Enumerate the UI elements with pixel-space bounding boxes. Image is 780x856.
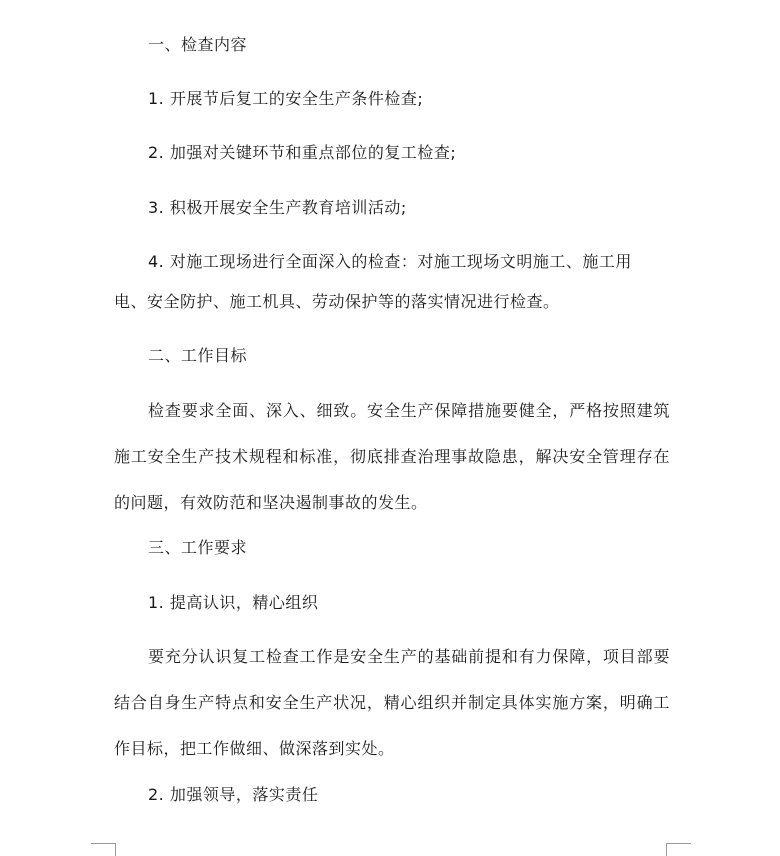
list-item-4-line-2: 电、安全防护、施工机具、劳动保护等的落实情况进行检查。 [114, 292, 560, 311]
requirement-1-paragraph: 要充分认识复工检查工作是安全生产的基础前提和有力保障，项目部要结合自身生产特点和安全生产状况，精心组织并制定具体实施方案，明确工作目标，把工作做细、做深落到实处。 [114, 647, 670, 758]
section-heading-inspection-content: 一、检查内容 [148, 35, 248, 54]
page-corner-mark-left [91, 843, 116, 856]
list-item-1: 1. 开展节后复工的安全生产条件检查; [148, 89, 424, 108]
goal-paragraph: 检查要求全面、深入、细致。安全生产保障措施要健全，严格按照建筑施工安全生产技术规程和标准，彻底排查治理事故隐患，解决安全管理存在的问题，有效防范和坚决遏制事故的发生。 [114, 401, 670, 512]
requirement-1-title: 1. 提高认识，精心组织 [148, 593, 319, 612]
list-item-2: 2. 加强对关键环节和重点部位的复工检查; [148, 143, 457, 162]
list-item-4-line-1: 4. 对施工现场进行全面深入的检查：对施工现场文明施工、施工用 [148, 252, 632, 271]
list-item-3: 3. 积极开展安全生产教育培训活动; [148, 198, 407, 217]
section-heading-work-goals: 二、工作目标 [148, 346, 248, 365]
requirement-2-title: 2. 加强领导，落实责任 [148, 785, 319, 804]
section-heading-work-requirements: 三、工作要求 [148, 538, 248, 557]
page-corner-mark-right [666, 843, 691, 856]
